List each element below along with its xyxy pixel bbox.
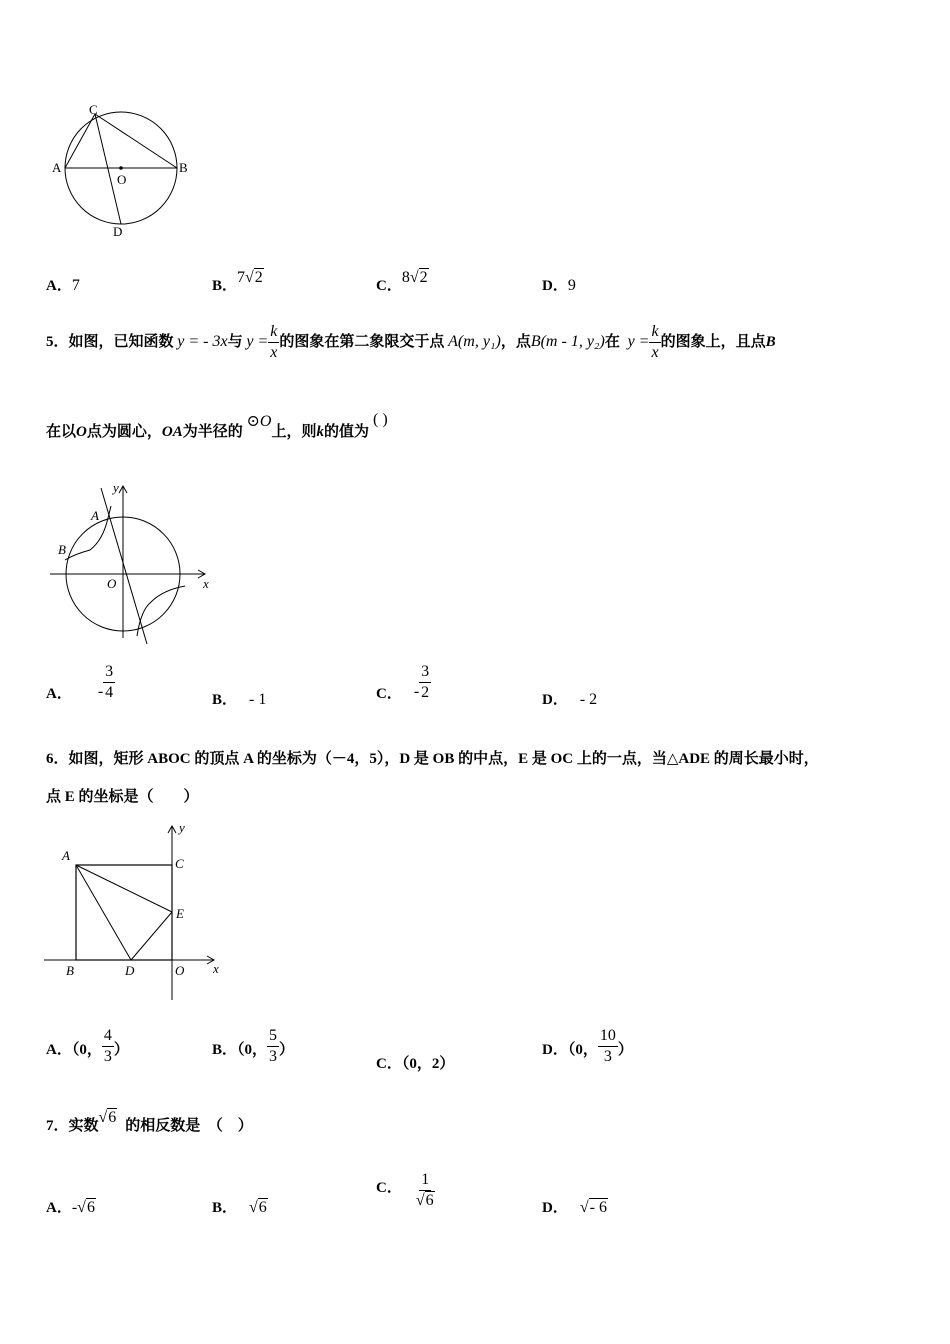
q7-option-c: C． $\frac{1}{√6}$ (376, 1171, 434, 1209)
q5-label-y: y (113, 480, 119, 495)
q4-label-a: A (52, 160, 62, 175)
q6-label-o: O (175, 963, 185, 978)
q4-circle-figure (45, 100, 205, 245)
q6-label-d: D (125, 963, 135, 978)
q6-label-a: A (62, 848, 70, 863)
q6-option-c: C．（0，2） (376, 1056, 455, 1072)
q5-option-a: A． - $\frac{3}{4}$ (46, 663, 114, 702)
q7-option-b: B． √6 (212, 1199, 267, 1216)
q6-option-b: B．（0， $\frac{5}{3}$ ） (212, 1027, 295, 1065)
q4-option-a: A．7 (46, 277, 80, 294)
q5-label-x: x (203, 576, 209, 591)
q5-option-b: B． - 1 (212, 691, 267, 708)
q6-label-e: E (176, 906, 184, 921)
q6-rectangle-figure (42, 820, 227, 1005)
q5-label-b: B (58, 542, 66, 557)
q5-option-d: D． - 2 (542, 691, 598, 708)
q6-question-line2: 点 E 的坐标是（ ） (46, 789, 199, 805)
q7-question: 7．实数√6 的相反数是 （ ） (46, 1109, 253, 1134)
q4-option-b: B．7√2 (212, 269, 263, 294)
q6-label-b: B (66, 963, 74, 978)
q5-question-line1: 5．如图，已知函数 y = - 3x与 y = $\frac{k}{x}$ 的图象在第二象限交于点 A(m, y₁)，点B(m - 1, y₂)在 y = $\frac{k}{x}$ 的图象上，且点B (46, 323, 776, 361)
q5-graph-figure (45, 478, 220, 648)
q7-option-d: D． √- 6 (542, 1199, 607, 1216)
q4-option-d: D．9 (542, 277, 576, 294)
q4-option-c: C．8√2 (376, 269, 428, 294)
q6-label-x: x (213, 961, 219, 976)
q6-option-a: A．（0， $\frac{4}{3}$ ） (46, 1027, 129, 1065)
q6-label-c: C (175, 856, 184, 871)
q4-label-b: B (179, 160, 188, 175)
q6-label-y: y (179, 820, 185, 835)
q5-label-o: O (107, 576, 117, 591)
q5-question-line2: 在以O点为圆心，OA为半径的 ⊙O上，则k的值为( ) (46, 411, 388, 440)
q4-label-d: D (113, 224, 123, 239)
q7-option-a: A．-√6 (46, 1199, 95, 1216)
q4-label-o: O (117, 172, 127, 187)
q5-label-a: A (91, 508, 99, 523)
q6-option-d: D．（0， $\frac{10}{3}$ ） (542, 1027, 633, 1065)
q5-option-c: C． - $\frac{3}{2}$ (376, 663, 430, 702)
q6-question-line1: 6．如图，矩形 ABOC 的顶点 A 的坐标为（－4，5），D 是 OB 的中点，E 是 OC 上的一点，当△ADE 的周长最小时， (46, 751, 819, 767)
q4-label-c: C (89, 102, 98, 117)
